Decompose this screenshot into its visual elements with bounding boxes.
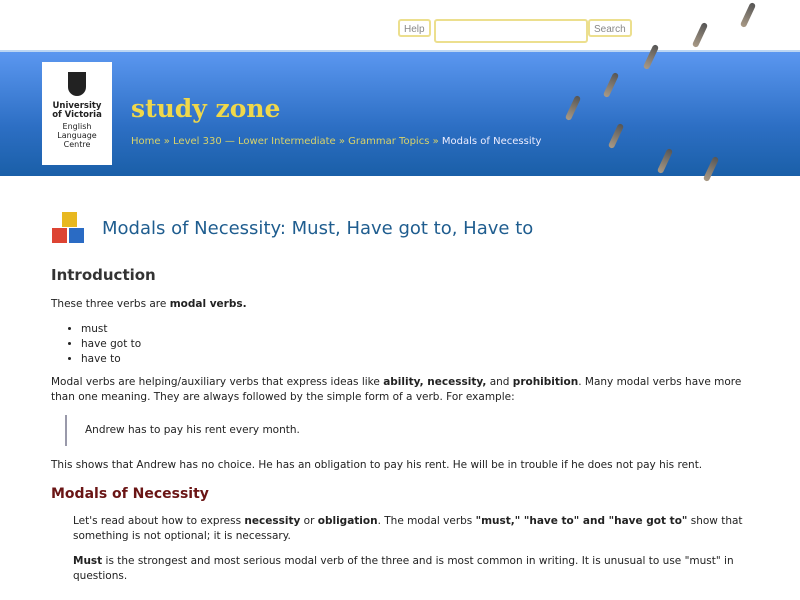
text: These three verbs are — [51, 298, 170, 310]
intro-heading: Introduction — [51, 266, 156, 284]
breadcrumb — [131, 136, 541, 147]
logo-text: Centre — [63, 140, 91, 149]
main-content — [51, 268, 751, 594]
breadcrumb-home[interactable]: Home — [131, 136, 161, 147]
logo-text: University — [52, 101, 102, 111]
modals-p2 — [51, 554, 751, 584]
breadcrumb-sep: » — [429, 136, 442, 147]
example-quote: Andrew has to pay his rent every month. — [65, 415, 751, 446]
text: obligation — [317, 515, 378, 527]
intro-p2 — [51, 375, 751, 405]
text: or — [300, 515, 318, 527]
text: Let's read about how to express — [73, 515, 245, 527]
intro-p3: This shows that Andrew has no choice. He has an obligation to pay his rent. He will be in trouble if he does not pay his rent. — [51, 459, 703, 471]
breadcrumb-current: Modals of Necessity — [441, 136, 542, 147]
shield-icon — [68, 72, 86, 96]
blocks-icon — [52, 212, 88, 244]
breadcrumb-sep: » — [335, 136, 349, 147]
text: "must," "have to" and "have got to" — [475, 515, 688, 527]
text: . Many modal verbs have more than one meaning. They are always followed by the simple form of a verb. For example: — [51, 376, 742, 403]
text: show that something is not optional; it is necessary. — [73, 515, 743, 542]
logo-text: English — [62, 122, 92, 131]
page-title: Modals of Necessity: Must, Have got to, Have to — [102, 217, 534, 239]
text: is the strongest and most serious modal verb of the three and is most common in writing. It is unusual to use "must" in questions. — [73, 555, 734, 582]
text: and — [486, 376, 513, 388]
list-item: • have got to — [81, 337, 751, 352]
banner — [0, 50, 800, 176]
help-button[interactable]: Help — [398, 19, 431, 37]
text: prohibition — [512, 376, 579, 388]
text: necessity — [244, 515, 301, 527]
text: Modal verbs are helping/auxiliary verbs that express ideas like — [51, 376, 384, 388]
uvic-logo[interactable] — [42, 62, 112, 165]
search-button[interactable]: Search — [588, 19, 632, 37]
text: modal verbs. — [169, 298, 247, 310]
modals-p1 — [51, 514, 751, 544]
breadcrumb-sep: » — [160, 136, 174, 147]
text: . The modal verbs — [377, 515, 476, 527]
top-bar — [0, 0, 800, 50]
list-item: • must — [81, 322, 751, 337]
site-title[interactable]: study zone — [131, 94, 281, 123]
list-item: • have to — [81, 352, 751, 367]
modal-list — [51, 322, 751, 367]
modals-heading: Modals of Necessity — [51, 486, 209, 502]
text: Must — [73, 555, 103, 567]
text: ability, necessity, — [383, 376, 487, 388]
breadcrumb-grammar[interactable]: Grammar Topics — [348, 136, 430, 147]
page-heading — [52, 212, 533, 244]
intro-p1 — [51, 297, 751, 312]
breadcrumb-level[interactable]: Level 330 — Lower Intermediate — [173, 136, 336, 147]
logo-text: Language — [57, 131, 97, 140]
logo-text: of Victoria — [52, 110, 102, 120]
search-input[interactable] — [434, 19, 588, 43]
